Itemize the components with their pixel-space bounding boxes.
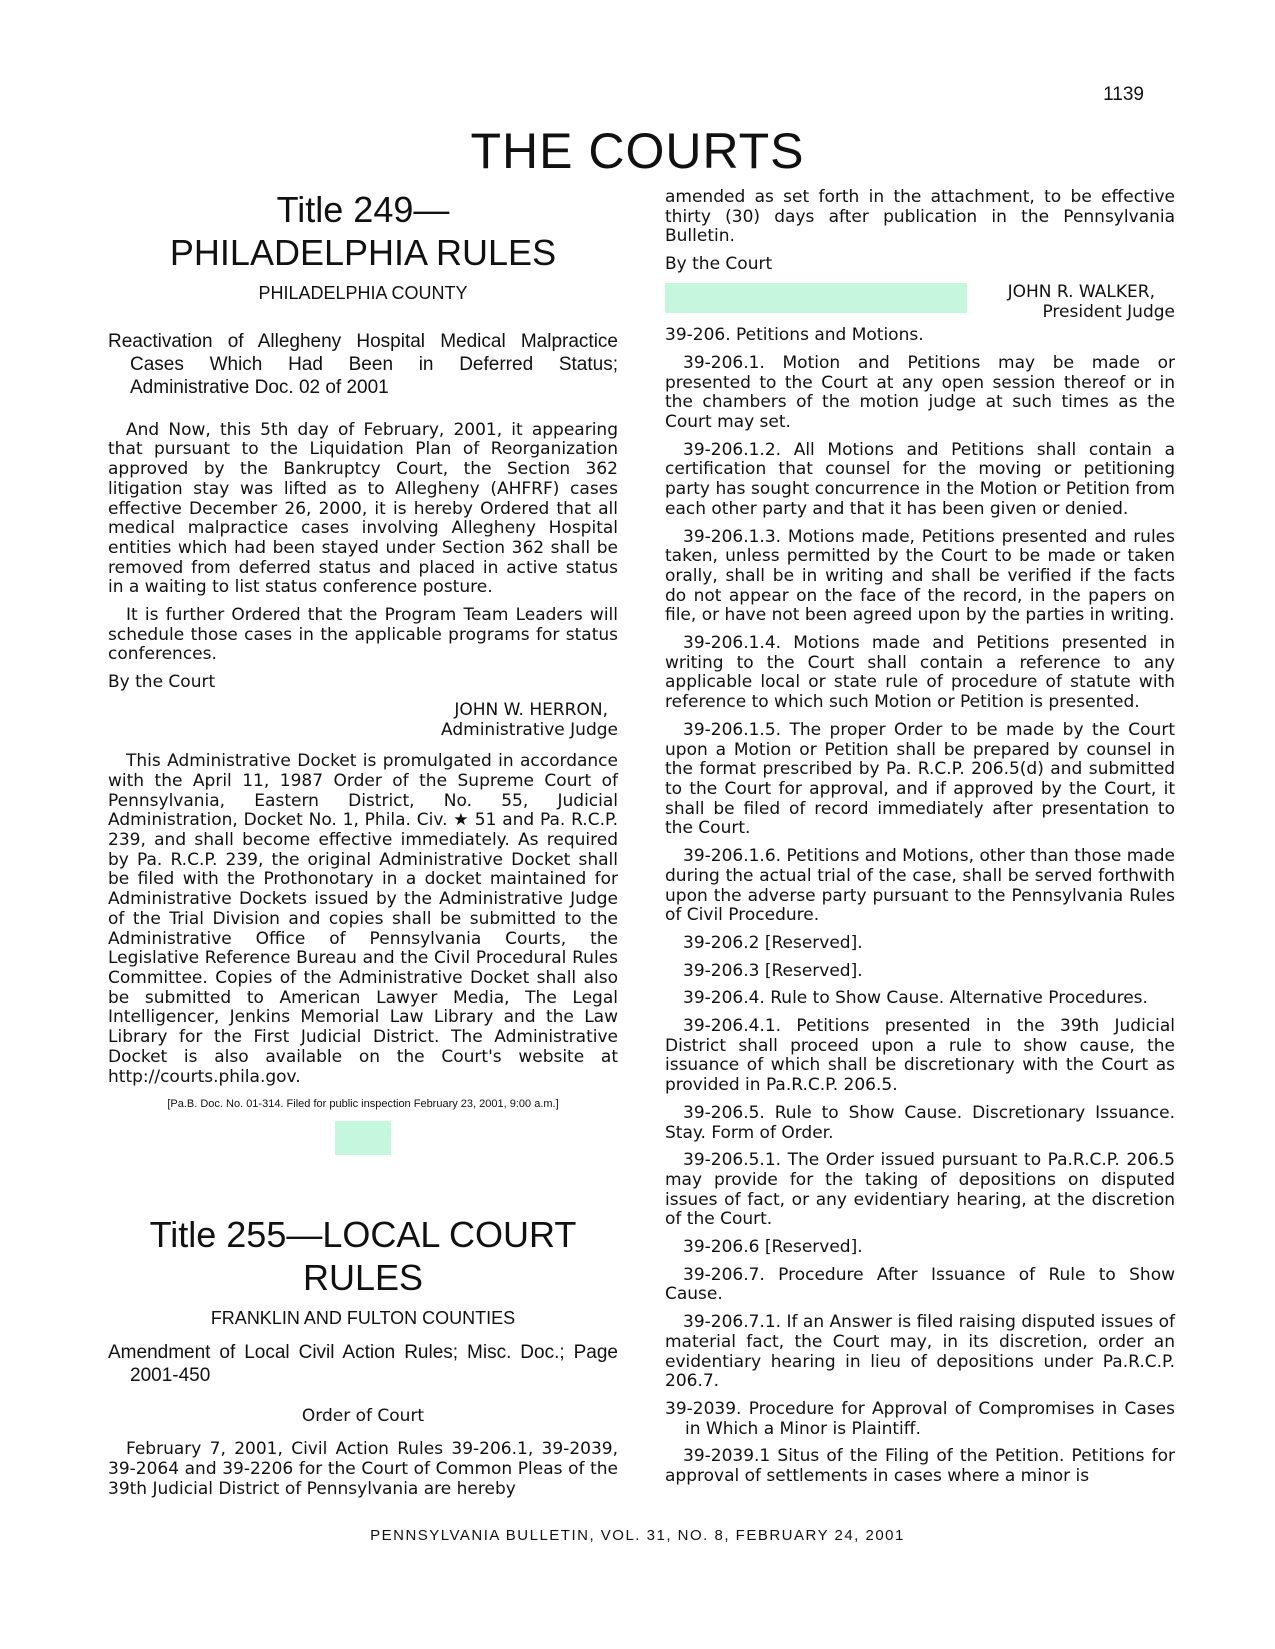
redaction-box — [335, 1121, 391, 1155]
document-caption: Amendment of Local Civil Action Rules; Misc. Doc.; Page 2001-450 — [108, 1341, 618, 1386]
order-paragraph: It is further Ordered that the Program Team Leaders will schedule those cases in the applicable programs for status conferences. — [108, 605, 618, 665]
order-paragraph: amended as set forth in the attachment, to be effective thirty (30) days after publication in the Pennsylvania Bulletin. — [665, 187, 1175, 247]
title-255: Title 255—LOCAL COURT RULES — [149, 1213, 577, 1298]
rule-paragraph: 39-206.1.6. Petitions and Motions, other than those made during the actual trial of the case, shall be served forthwith upon the adverse party pursuant to the Pennsylvania Rules of Civil Procedure. — [665, 846, 1175, 926]
rule-paragraph: 39-2039.1 Situs of the Filing of the Petition. Petitions for approval of settlements in cases where a minor is — [665, 1446, 1175, 1487]
by-the-court: By the Court — [665, 254, 773, 275]
signature-block — [108, 701, 618, 740]
order-paragraph: And Now, this 5th day of February, 2001, it appearing that pursuant to the Liquidation Plan of Reorganization approved by the Bankruptcy Court, the Section 362 litigation stay was lifted as to Allegheny (AHFRF) cases effective December 26, 2000, it is hereby Ordered that all medical malpractice cases involving Allegheny Hospital entities which had been stayed under Section 362 shall be removed from deferred status and placed in active status in a waiting to list status conference posture. — [108, 419, 618, 598]
signature-name: JOHN W. HERRON, — [454, 699, 608, 720]
rule-paragraph: 39-206.5. Rule to Show Cause. Discretionary Issuance. Stay. Form of Order. — [665, 1102, 1175, 1143]
signature-title: President Judge — [1042, 301, 1175, 322]
redaction-box — [665, 283, 967, 313]
by-the-court: By the Court — [108, 672, 216, 693]
order-paragraph: February 7, 2001, Civil Action Rules 39-206.1, 39-2039, 39-2064 and 39-2206 for the Court of Common Pleas of the 39th Judicial District of Pennsylvania are hereby — [108, 1439, 618, 1499]
page-footer: PENNSYLVANIA BULLETIN, VOL. 31, NO. 8, FEBRUARY 24, 2001 — [370, 1527, 905, 1544]
rule-heading: 39-206. Petitions and Motions. — [665, 325, 924, 346]
rule-paragraph: 39-206.4.1. Petitions presented in the 39th Judicial District shall proceed upon a rule to show cause, the issuance of which shall be discretionary with the Court as provided in Pa.R.C.P. 206.5. — [665, 1016, 1175, 1096]
title-249-line1: Title 249— — [276, 189, 450, 230]
rule-paragraph: 39-206.1.3. Motions made, Petitions presented and rules taken, unless permitted by the Court to be made or taken orally, shall be in writing and shall be verified if the facts do not appear on the face of the record, in the papers on file, or have not been agreed upon by the parties in writing. — [665, 526, 1175, 626]
page-number: 1139 — [1103, 84, 1144, 105]
signature-block — [665, 283, 1175, 322]
title-249-line2: PHILADELPHIA RULES — [169, 232, 557, 273]
rule-paragraph: 39-206.4. Rule to Show Cause. Alternative Procedures. — [683, 988, 1148, 1009]
rule-paragraph: 39-206.7. Procedure After Issuance of Rule to Show Cause. — [665, 1264, 1175, 1305]
rule-paragraph: 39-206.1. Motion and Petitions may be made or presented to the Court at any open session thereof or in the chambers of the motion judge at such times as the Court may set. — [665, 352, 1175, 433]
rule-paragraph: 39-206.5.1. The Order issued pursuant to Pa.R.C.P. 206.5 may provide for the taking of depositions on disputed issues of fact, or any evidentiary hearing, at the discretion of the Court. — [665, 1150, 1175, 1230]
rule-paragraph: 39-206.3 [Reserved]. — [683, 960, 863, 981]
docket-paragraph: This Administrative Docket is promulgated in accordance with the April 11, 1987 Order of the Supreme Court of Pennsylvania, Eastern District, No. 55, Judicial Administration, Docket No. 1, Phila. Civ. ★ 51 and Pa. R.C.P. 239, and shall become effective immediately. As required by Pa. R.C.P. 239, the original Administrative Docket shall be filed with the Prothonotary in a docket maintained for Administrative Dockets issued by the Administrative Judge of the Trial Division and copies shall be submitted to the Administrative Office of Pennsylvania Courts, the Legislative Reference Bureau and the Civil Procedural Rules Committee. Copies of the Administrative Docket shall also be submitted to American Lawyer Media, The Legal Intelligencer, Jenkins Memorial Law Library and the Law Library for the First Judicial District. The Administrative Docket is also available on the Court's website at http://courts.phila.gov. — [108, 751, 618, 1087]
document-caption: Reactivation of Allegheny Hospital Medical Malpractice Cases Which Had Been in Deferred Status; Administrative Doc. 02 of 2001 — [108, 330, 618, 398]
rule-paragraph: 39-206.1.4. Motions made and Petitions presented in writing to the Court shall contain a reference to any applicable local or state rule of procedure of statute with reference to which such Motion or Petition is presented. — [665, 633, 1175, 713]
rule-heading: 39-2039. Procedure for Approval of Compromises in Cases in Which a Minor is Plaintiff. — [665, 1398, 1175, 1439]
rule-paragraph: 39-206.2 [Reserved]. — [683, 932, 863, 953]
signature-title: Administrative Judge — [441, 719, 618, 740]
filing-note: [Pa.B. Doc. No. 01-314. Filed for public inspection February 23, 2001, 9:00 a.m.] — [167, 1098, 559, 1111]
county-heading: FRANKLIN AND FULTON COUNTIES — [210, 1307, 516, 1328]
rule-paragraph: 39-206.1.5. The proper Order to be made by the Court upon a Motion or Petition shall be prepared by counsel in the format prescribed by Pa. R.C.P. 206.5(d) and submitted to the Court for approval, and if approved by the Court, it shall be filed of record immediately after presentation to the Court. — [665, 719, 1175, 839]
right-column — [665, 188, 1175, 1495]
rule-paragraph: 39-206.6 [Reserved]. — [683, 1237, 863, 1258]
county-heading: PHILADELPHIA COUNTY — [258, 283, 468, 303]
left-column — [108, 188, 618, 1507]
order-heading: Order of Court — [301, 1405, 425, 1426]
rule-paragraph: 39-206.7.1. If an Answer is filed raising disputed issues of material fact, the Court may, in its discretion, order an evidentiary hearing in lieu of depositions under Pa.R.C.P. 206.7. — [665, 1312, 1175, 1392]
section-header: THE COURTS — [470, 123, 805, 179]
rule-paragraph: 39-206.1.2. All Motions and Petitions shall contain a certification that counsel for the moving or petitioning party has sought concurrence in the Motion or Petition from each other party and that it has been given or denied. — [665, 439, 1175, 519]
signature-name: JOHN R. WALKER, — [1007, 281, 1155, 302]
